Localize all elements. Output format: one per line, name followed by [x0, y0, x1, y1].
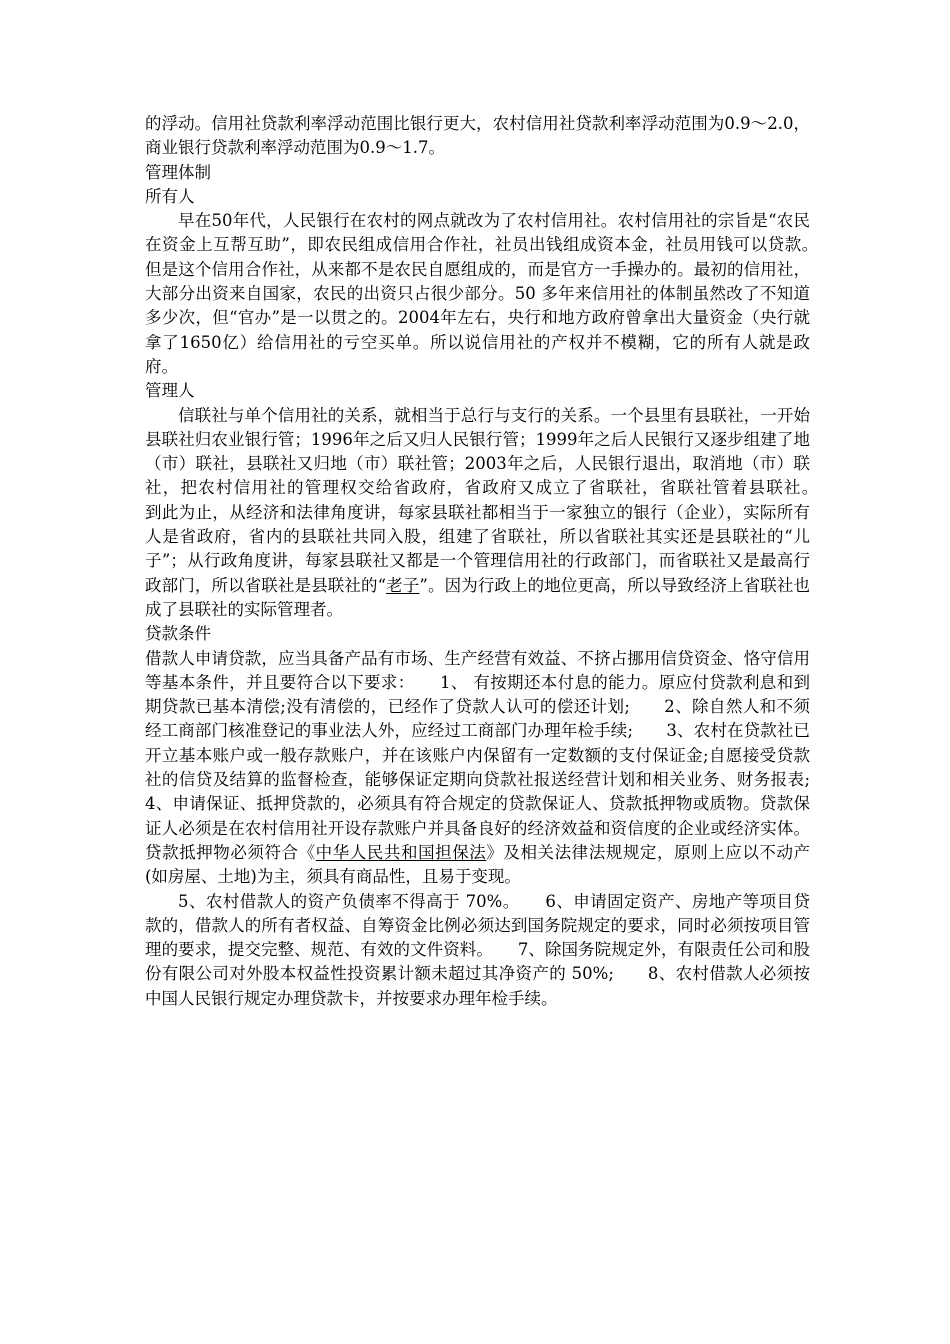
paragraph-loan-requirements-continued: 5、农村借款人的资产负债率不得高于 70%。 6、申请固定资产、房地产等项目贷款的，借款人的所有者权益、自筹资金比例必须达到国务院规定的要求，同时必须按项目管理的要求，提交完整、规范、有效的文件资料。 7、除国务院规定外，有限责任公司和股份有限公司对外股本权益性投资累计额未超过其净资产的 50%; 8、农村借款人必须按中国人民银行规定办理贷款卡，并按要求办理年检手续。	[145, 891, 810, 1008]
paragraph-manager	[145, 404, 843, 623]
paragraph-loan-requirements	[145, 647, 843, 890]
link-laozi[interactable]: 老子	[386, 575, 420, 595]
heading-management-system: 管理体制	[145, 162, 211, 182]
loan-text-part-a: 借款人申请贷款，应当具备产品有市场、生产经营有效益、不挤占挪用信贷资金、恪守信用等基本条件，并且要符合以下要求： 1、 有按期还本付息的能力。原应付贷款利息和到期贷款已基本清偿;没有清偿的，已经作了贷款人认可的偿还计划; 2、除自然人和不须经工商部门核准登记的事业法人外，应经过工商部门办理年检手续; 3、农村在贷款社已开立基本账户或一般存款账户，并在该账户内保留有一定数额的支付保证金;自愿接受贷款社的信贷及结算的监督检查，能够保证定期向贷款社报送经营计划和相关业务、财务报表; 4、申请保证、抵押贷款的，必须具有符合规定的贷款保证人、贷款抵押物或质物。贷款保证人必须是在农村信用社开设存款账户并具备良好的经济效益和资信度的企业或经济实体。贷款抵押物必须符合《	[145, 648, 843, 862]
loan-text-part-b: 》及相关法律法规规定，原则上应以不动产(如房屋、土地)为主，须具有商品性，且易于变现。	[145, 842, 811, 887]
link-guarantee-law[interactable]: 中华人民共和国担保法	[315, 842, 487, 862]
manager-text-part-a: 信联社与单个信用社的关系，就相当于总行与支行的关系。一个县里有县联社，一开始县联社归农业银行管；1996年之后又归人民银行管；1999年之后人民银行又逐步组建了地（市）联社，县联社又归地（市）联社管；2003年之后，人民银行退出，取消地（市）联社，把农村信用社的管理权交给省政府，省政府又成立了省联社，省联社管着县联社。 到此为止，从经济和法律角度讲，每家县联社都相当于一家独立的银行（企业），实际所有人是省政府，省内的县联社共同入股，组建了省联社，所以省联社其实还是县联社的“儿子”；从行政角度讲，每家县联社又都是一个管理信用社的行政部门，而省联社又是最高行政部门，所以省联社是县联社的“	[145, 405, 843, 595]
paragraph-rate-range: 的浮动。信用社贷款利率浮动范围比银行更大，农村信用社贷款利率浮动范围为0.9～2.0，商业银行贷款利率浮动范围为0.9～1.7。	[145, 114, 810, 158]
document-body	[145, 112, 843, 1011]
manager-text-part-b: ”。因为行政上的地位更高，所以导致经济上省联社也成了县联社的实际管理者。	[145, 575, 811, 619]
heading-manager: 管理人	[145, 381, 195, 401]
heading-loan-conditions: 贷款条件	[145, 624, 211, 644]
heading-owner: 所有人	[145, 186, 195, 206]
paragraph-owner: 早在50年代，人民银行在农村的网点就改为了农村信用社。农村信用社的宗旨是“农民在资金上互帮互助”，即农民组成信用合作社，社员出钱组成资本金，社员用钱可以贷款。 但是这个信用合作社，从来都不是农民自愿组成的，而是官方一手操办的。最初的信用社，大部分出资来自国家，农民的出资只占很少部分。50 多年来信用社的体制虽然改了不知道多少次，但“官办”是一以贯之的。2004年左右，央行和地方政府曾拿出大量资金（央行就拿了1650亿）给信用社的亏空买单。所以说信用社的产权并不模糊，它的所有人就是政府。	[145, 211, 843, 376]
